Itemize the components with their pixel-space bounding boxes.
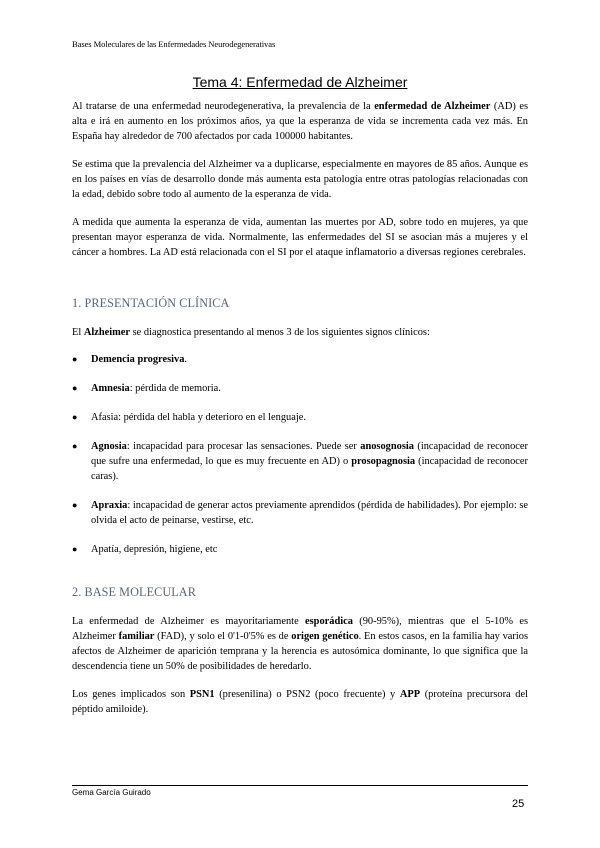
text-run: Al tratarse de una enfermedad neurodegenerativa, la prevalencia de la: [72, 101, 375, 112]
text-run: se diagnostica presentando al menos 3 de los siguientes signos clínicos:: [130, 327, 430, 338]
bold-term: Apraxia: [91, 500, 128, 511]
bold-term: esporádica: [305, 616, 353, 627]
text-run: : incapacidad para procesar las sensaciones. Puede ser: [126, 441, 361, 452]
bullet-icon: ●: [72, 354, 78, 364]
bold-term: familiar: [118, 631, 155, 642]
list-item: [72, 439, 528, 484]
list-item: [72, 410, 528, 425]
text-run: .: [184, 354, 188, 365]
footer-author: Gema García Guirado: [72, 788, 151, 797]
text-run: (90-95%), mientras que el 5-10% es Alzheimer: [72, 616, 528, 642]
document-body: [72, 99, 528, 730]
text-run: Los genes implicados son: [72, 689, 190, 700]
text-run: (AD) es alta e irá en aumento en los próximos años, ya que la esperanza de vida se incrementa cada vez más. En España hay alrededor de 700 afectados por cada 100000 habitantes.: [72, 101, 528, 142]
molecular-paragraph-1: [72, 614, 528, 674]
list-item: [72, 381, 528, 396]
intro-paragraph-1: [72, 99, 528, 144]
bold-term: Agnosia: [91, 441, 127, 452]
list-item: [72, 352, 528, 367]
bold-term: enfermedad de Alzheimer: [374, 101, 491, 112]
bullet-icon: ●: [72, 441, 78, 451]
running-header: Bases Moleculares de las Enfermedades Neurodegenerativas: [72, 39, 276, 49]
bullet-icon: ●: [72, 412, 78, 422]
bold-term: prosopagnosia: [351, 456, 416, 467]
bullet-icon: ●: [72, 544, 78, 554]
text-run: . En estos casos, en la familia hay varios afectos de Alzheimer de aparición temprana y la herencia es autosómica dominante, lo que significa que la descendencia tiene un 50% de posibilidades de heredarlo.: [72, 631, 528, 672]
bold-term: anosognosia: [360, 441, 414, 452]
bullet-icon: ●: [72, 383, 78, 393]
footer-divider: [72, 785, 528, 786]
bold-term: origen genético: [291, 631, 359, 642]
page-number: 25: [512, 798, 525, 810]
bold-term: PSN1: [189, 689, 215, 700]
list-item: [72, 542, 528, 557]
bold-term: Alzheimer: [83, 327, 131, 338]
page-title: Tema 4: Enfermedad de Alzheimer: [192, 74, 408, 90]
section-heading-molecular: 2. BASE MOLECULAR: [72, 585, 196, 599]
text-run: : pérdida de memoria.: [129, 383, 221, 394]
clinical-signs-list: [72, 352, 528, 557]
text-run: (presenilina) o PSN2 (poco frecuente) y: [214, 689, 400, 700]
text-run: (proteína precursora del péptido amiloide).: [72, 689, 528, 715]
bold-term: Amnesia: [91, 383, 130, 394]
intro-paragraph-3: A medida que aumenta la esperanza de vida, aumentan las muertes por AD, sobre todo en mujeres, ya que presentan mayor esperanza de vida. Normalmente, las enfermedades del SI se asocian más a mujeres y el cáncer a hombres. La AD está relacionada con el SI por el ataque inflamatorio a diversas regiones cerebrales.: [72, 217, 528, 258]
section-heading-clinical: 1. PRESENTACIÓN CLÍNICA: [72, 296, 230, 310]
text-run: : incapacidad de generar actos previamente aprendidos (pérdida de habilidades). Por ejemplo: se olvida el acto de peinarse, vestirse, etc.: [91, 500, 528, 526]
list-item: [72, 498, 528, 528]
bold-term: APP: [399, 689, 421, 700]
molecular-paragraph-2: [72, 687, 528, 717]
text-run: Afasia: pérdida del habla y deterioro en el lenguaje.: [91, 412, 306, 423]
clinical-lead: [72, 325, 528, 340]
bold-term: Demencia progresiva: [91, 354, 185, 365]
text-run: La enfermedad de Alzheimer es mayoritariamente: [72, 616, 306, 627]
text-run: (incapacidad de reconocer caras).: [91, 456, 528, 482]
text-run: (FAD), y solo el 0'1-0'5% es de: [154, 631, 292, 642]
text-run: El: [72, 327, 84, 338]
intro-paragraph-2: Se estima que la prevalencia del Alzheimer va a duplicarse, especialmente en mayores de 85 años. Aunque es en los países en vías de desarrollo donde más aumenta esta patología entre otras patologías relacionadas con la edad, debido sobre todo al aumento de la esperanza de vida.: [72, 159, 528, 200]
text-run: Apatía, depresión, higiene, etc: [91, 544, 218, 555]
bullet-icon: ●: [72, 500, 78, 510]
text-run: (incapacidad de reconocer que sufre una enfermedad, lo que es muy frecuente en AD) o: [91, 441, 528, 467]
